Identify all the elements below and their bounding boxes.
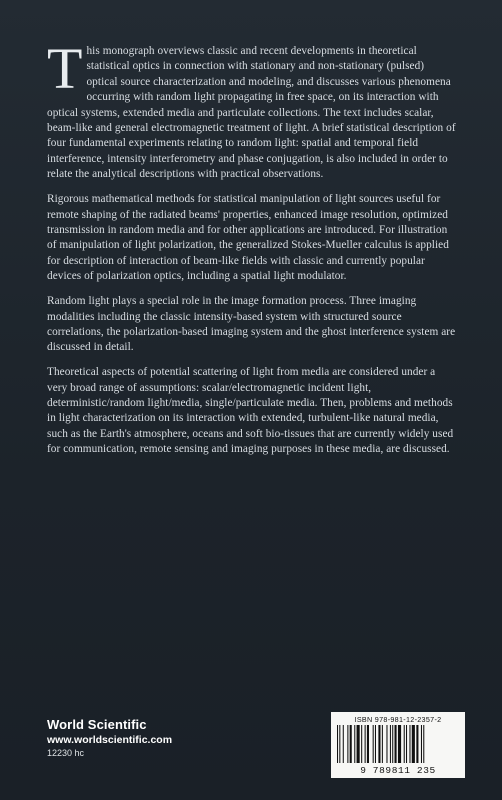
barcode-box	[331, 712, 465, 778]
paragraph-4: Theoretical aspects of potential scattering of light from media are considered under a very broad range of assumptions: scalar/electromagnetic incident light, deterministic/random light/media, single/particulate media. Then, problems and methods in light characterization on its interaction with extended, turbulent-like natural media, such as the Earth's atmosphere, oceans and soft bio-tissues that are currently widely used for communication, remote sensing and imaging purposes in these media, are discussed.	[47, 366, 454, 456]
publisher-code: 12230 hc	[47, 748, 85, 758]
paragraph-2: Rigorous mathematical methods for statistical manipulation of light sources useful for remote shaping of the radiated beams' properties, enhanced image resolution, optimized transmission in random media and for other applications are introduced. For illustration of manipulation of light polarization, the generalized Stokes-Mueller calculus is applied for description of interaction of beam-like fields with classic and currently popular devices of polarization optics, including a spatial light modulator.	[47, 193, 449, 283]
isbn-digits: 9 789811 235	[360, 765, 436, 776]
barcode-icon	[335, 725, 461, 765]
publisher-name: World Scientific	[47, 717, 147, 732]
isbn-label: ISBN 978-981-12-2357-2	[354, 715, 442, 724]
publisher-url: www.worldscientific.com	[47, 734, 173, 746]
publisher-block	[47, 717, 172, 758]
drop-cap: T	[47, 36, 83, 101]
paragraph-3: Random light plays a special role in the image formation process. Three imaging modalities including the classic intensity-based system with structured source correlations, the polarization-based imaging system and the ghost interference system are discussed in detail.	[47, 295, 456, 354]
paragraph-1	[47, 36, 457, 183]
paragraph-1-text: his monograph overviews classic and recent developments in theoretical statistical optics in connection with stationary and non-stationary (pulsed) optical source characterization and modeling, and discusses various phenomena occurring with random light propagating in free space, on its interaction with optical systems, extended media and particulate collections. The text includes scalar, beam-like and general electromagnetic treatment of light. A brief statistical description of four fundamental experiments relating to random light: spatial and temporal field interference, intensity interferometry and phase conjugation, is also included in order to relate the analytical descriptions with practical observations.	[47, 45, 456, 181]
description-text	[47, 36, 457, 467]
